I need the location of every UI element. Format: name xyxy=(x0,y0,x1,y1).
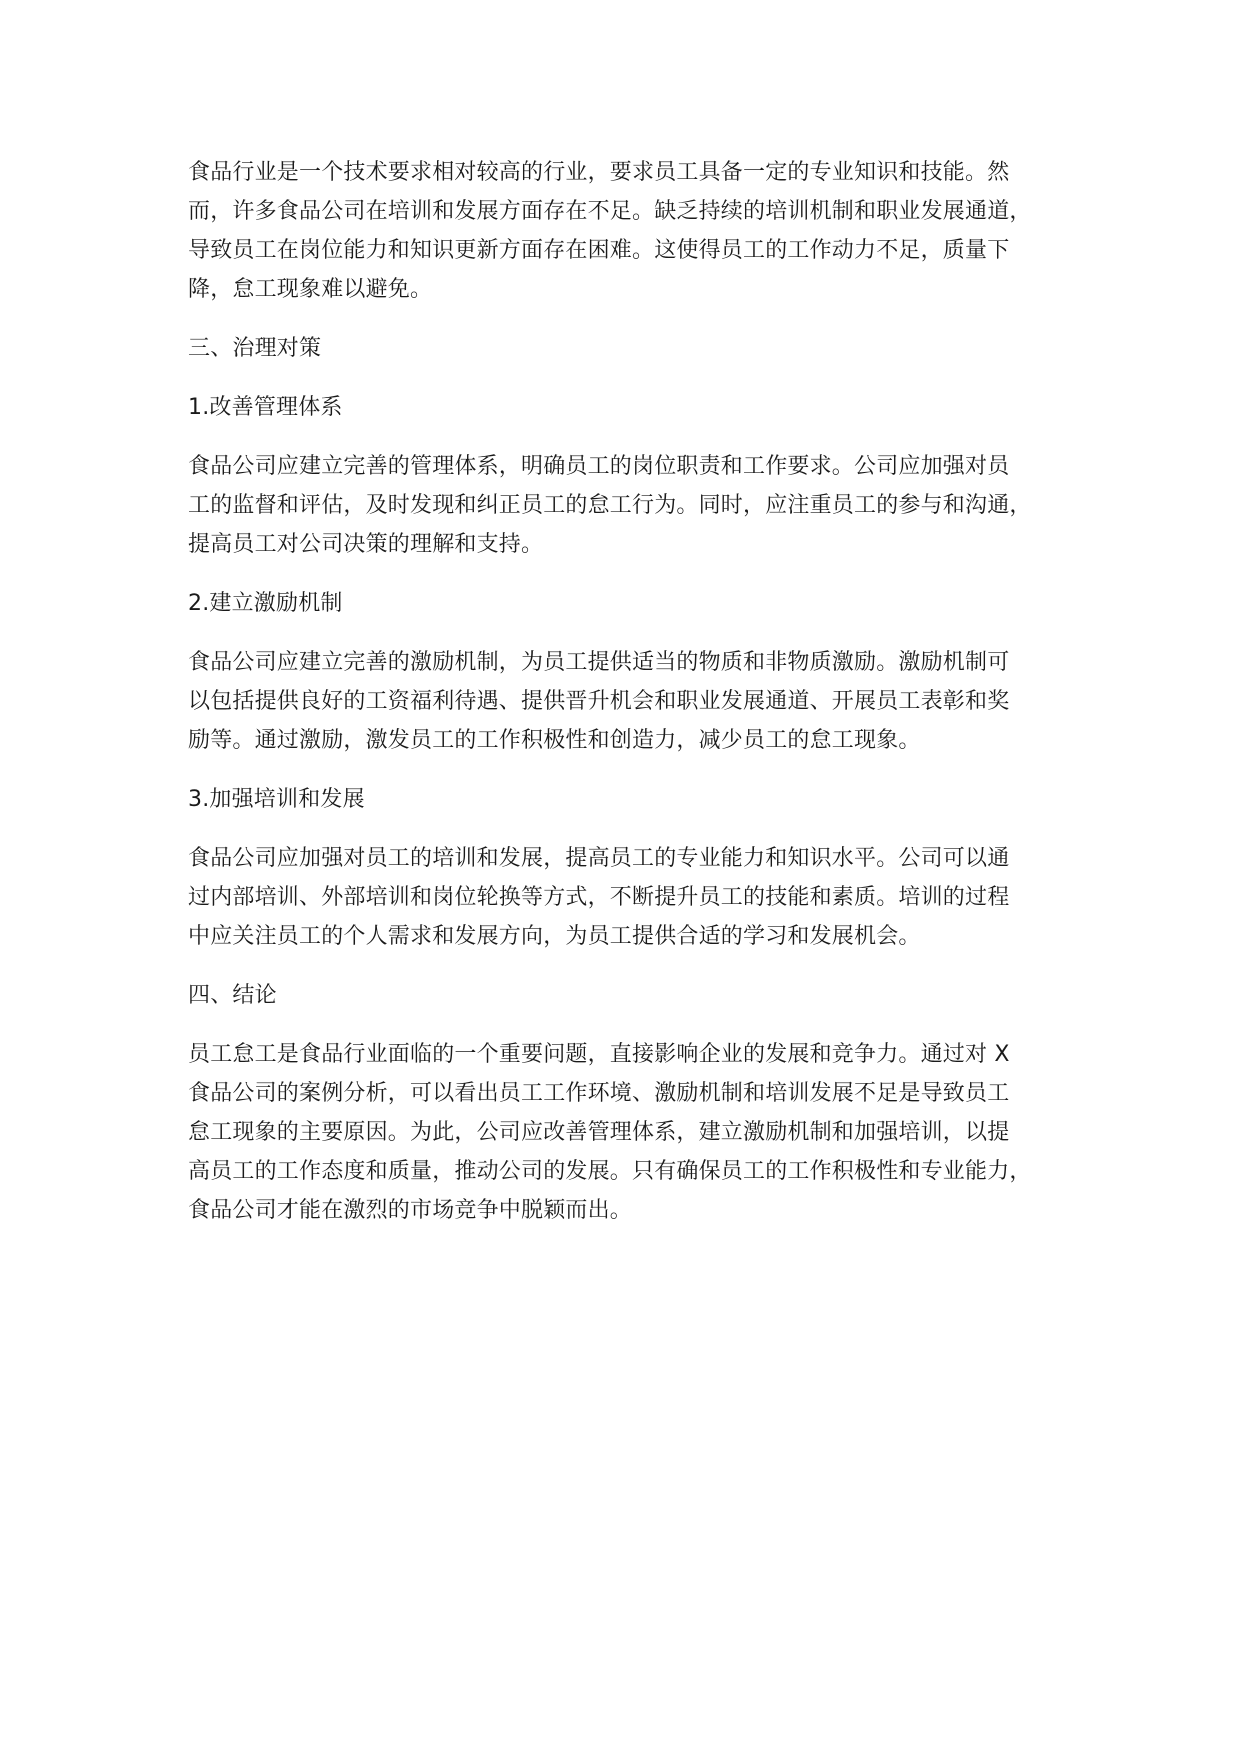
heading-text: 1.改善管理体系 xyxy=(188,395,343,420)
text-line: 工的监督和评估，及时发现和纠正员工的怠工行为。同时，应注重员工的参与和沟通， xyxy=(188,493,1032,518)
paragraph-training-shortfall xyxy=(188,153,1088,309)
text-line: 食品公司才能在激烈的市场竞争中脱颖而出。 xyxy=(188,1198,633,1223)
text-line: 食品公司应建立完善的激励机制，为员工提供适当的物质和非物质激励。激励机制可 xyxy=(188,650,1010,675)
paragraph-training-development xyxy=(188,839,1088,956)
text-line: 食品公司的案例分析，可以看出员工工作环境、激励机制和培训发展不足是导致员工 xyxy=(188,1081,1010,1106)
text-line: 以包括提供良好的工资福利待遇、提供晋升机会和职业发展通道、开展员工表彰和奖 xyxy=(188,689,1010,714)
subheading-incentive-mechanism xyxy=(188,584,1088,623)
text-line: 食品行业是一个技术要求相对较高的行业，要求员工具备一定的专业知识和技能。然 xyxy=(188,160,1010,185)
section-heading-conclusion xyxy=(188,976,1088,1015)
heading-text: 2.建立激励机制 xyxy=(188,591,343,616)
subheading-training-development xyxy=(188,780,1088,819)
paragraph-incentive-mechanism xyxy=(188,643,1088,760)
section-heading-countermeasures xyxy=(188,329,1088,368)
text-line: 高员工的工作态度和质量，推动公司的发展。只有确保员工的工作积极性和专业能力， xyxy=(188,1159,1032,1184)
text-line: 提高员工对公司决策的理解和支持。 xyxy=(188,532,544,557)
text-line: 怠工现象的主要原因。为此，公司应改善管理体系，建立激励机制和加强培训，以提 xyxy=(188,1120,1010,1145)
text-line: 而，许多食品公司在培训和发展方面存在不足。缺乏持续的培训机制和职业发展通道， xyxy=(188,199,1032,224)
document-page xyxy=(188,153,1088,1230)
heading-text: 三、治理对策 xyxy=(188,336,322,361)
paragraph-management-system xyxy=(188,447,1088,564)
heading-text: 四、结论 xyxy=(188,983,277,1008)
text-line: 食品公司应建立完善的管理体系，明确员工的岗位职责和工作要求。公司应加强对员 xyxy=(188,454,1010,479)
subheading-improve-management xyxy=(188,388,1088,427)
paragraph-conclusion xyxy=(188,1035,1088,1230)
text-line: 降，怠工现象难以避免。 xyxy=(188,277,433,302)
text-line: 员工怠工是食品行业面临的一个重要问题，直接影响企业的发展和竞争力。通过对 X xyxy=(188,1042,1010,1067)
text-line: 励等。通过激励，激发员工的工作积极性和创造力，减少员工的怠工现象。 xyxy=(188,728,921,753)
heading-text: 3.加强培训和发展 xyxy=(188,787,365,812)
text-line: 食品公司应加强对员工的培训和发展，提高员工的专业能力和知识水平。公司可以通 xyxy=(188,846,1010,871)
text-line: 导致员工在岗位能力和知识更新方面存在困难。这使得员工的工作动力不足，质量下 xyxy=(188,238,1010,263)
text-line: 过内部培训、外部培训和岗位轮换等方式，不断提升员工的技能和素质。培训的过程 xyxy=(188,885,1010,910)
text-line: 中应关注员工的个人需求和发展方向，为员工提供合适的学习和发展机会。 xyxy=(188,924,921,949)
